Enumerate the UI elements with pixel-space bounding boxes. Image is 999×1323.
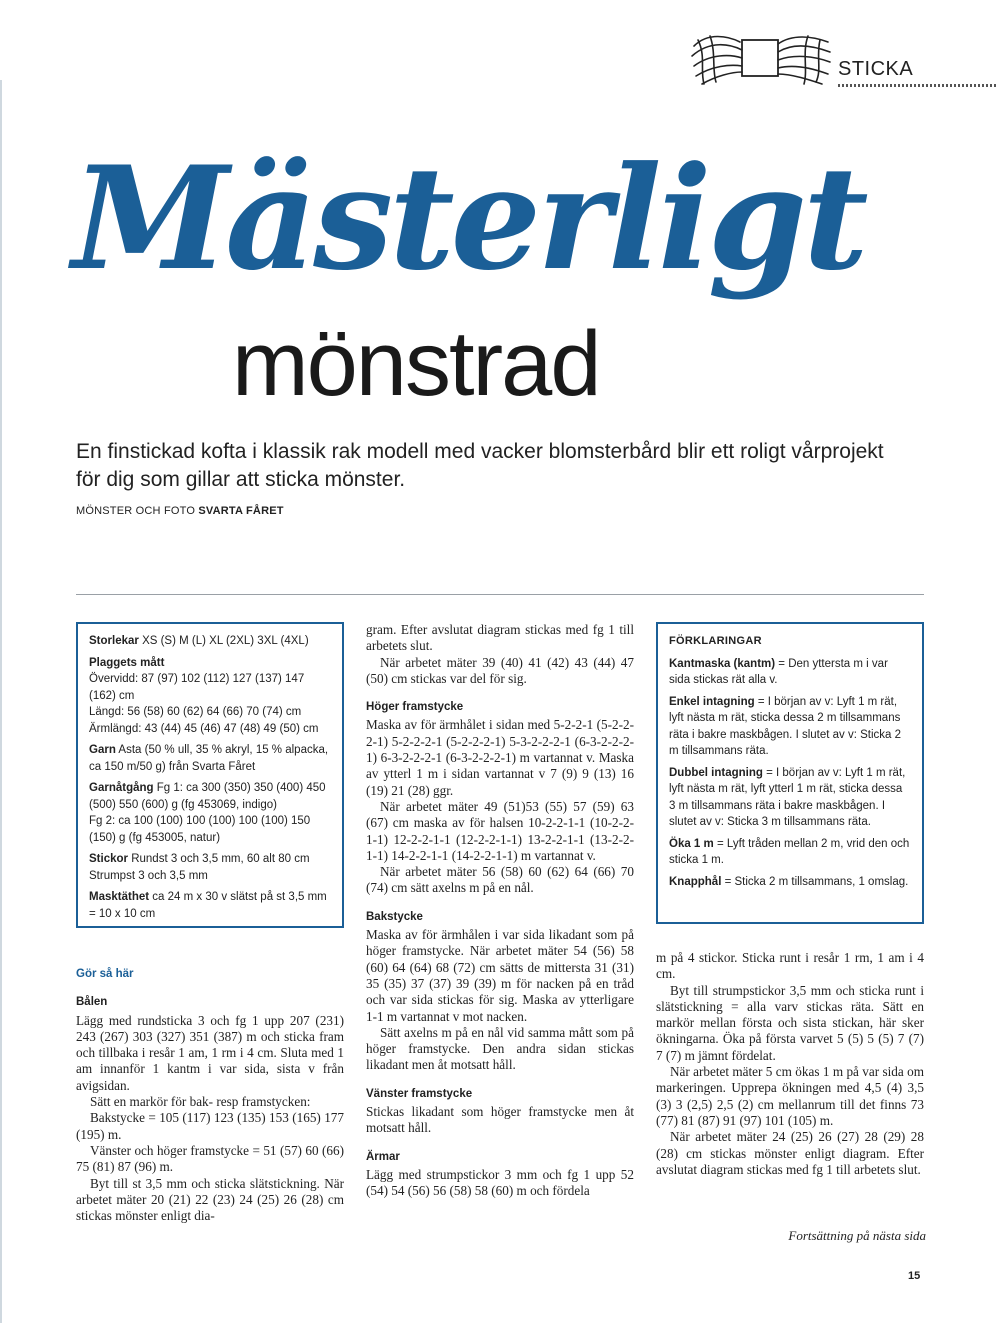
body-paragraph: Byt till strumpstickor 3,5 mm och sticka runt i slätstickning = alla varv stickas räta. Sätt en markör mellan första och sista stickan, här sker ökningarna. Öka på första varvet 5 (5) 5 (5) 7 (7) 7 (7) m jämnt fördelat. [656,982,924,1063]
gauge-label: Masktäthet [89,891,150,903]
explanations-box [656,622,924,924]
right-front-heading: Höger framstycke [366,701,464,714]
body-heading: Bålen [76,996,108,1009]
back-piece-heading: Bakstycke [366,910,423,923]
needles-block [89,851,331,884]
yarn-line [89,742,331,775]
info-box [76,622,344,928]
body-paragraph: Maska av för ärmhålen i var sida likadant som på höger framstycke. När arbetet mäter 54 (56) 58 (60) 64 (64) 68 (72) cm sätts de mittersta 31 (31) 35 (35) 37 (37) 39 (39) m för nacken på en tråd och var sida stickas för sig. Maska av ytterligare 1-1 m vartannat v mot nacken. [366,927,634,1024]
body-paragraph: Byt till st 3,5 mm och sticka slätstickning. När arbetet mäter 20 (21) 22 (23) 24 (25) 26 (28) cm stickas mönster enligt dia- [76,1175,344,1224]
explain-text: = I början av v: Lyft 1 m rät, lyft nästa m rät, lyft ytterl 1 m rät, sticka dessa 3 m tillsammans räta i bakre maskbågen. I slutet av v: Sticka 3 m tillsammans räta. [669,766,906,828]
explain-text: = I början av v: Lyft 1 m rät, lyft nästa m rät, sticka dessa 2 m tillsammans räta i bakre maskbågen. I slutet av v: Sticka 2 m tillsammans räta. [669,695,902,757]
explain-text: = Lyft tråden mellan 2 m, vrid den och sticka 1 m. [669,837,910,866]
sizes-line [89,633,331,650]
explain-text: = Sticka 2 m tillsammans, 1 omslag. [721,875,909,888]
explain-item [669,874,911,891]
page-number: 15 [908,1270,921,1282]
instructions-heading: Gör så här [76,968,134,980]
sleeves-heading: Ärmar [366,1150,400,1163]
credit-line [76,505,284,517]
yarn-amount-2: Fg 2: ca 100 (100) 100 (100) 100 (100) 150 (150) g (fg 453005, natur) [89,815,311,844]
horizontal-rule [76,594,924,595]
yarn-amount-1: Fg 1: ca 300 (350) 350 (400) 450 (500) 550 (600) g (fg 453069, indigo) [89,782,326,811]
sizes-value: XS (S) M (L) XL (2XL) 3XL (4XL) [142,635,309,647]
body-paragraph: Sätt en markör för bak- resp framstycken: [90,1094,311,1110]
explain-term: Kantmaska (kantm) [669,657,776,670]
section-label: STICKA [838,58,914,80]
needles-1: Rundst 3 och 3,5 mm, 60 alt 80 cm [131,853,310,865]
body-paragraph: När arbetet mäter 56 (58) 60 (62) 64 (66) 70 (74) cm sätt axelns m på en nål. [366,864,634,896]
explain-term: Knapphål [669,875,722,888]
yarn-amount-label: Garnåtgång [89,782,154,794]
body-paragraph: Lägg med strumpstickor 3 mm och fg 1 upp 52 (54) 54 (56) 56 (58) 58 (60) m och fördela [366,1166,634,1199]
section-underline [838,84,998,87]
gauge-value: ca 24 m x 30 v slätst på st 3,5 mm = 10 x 10 cm [89,891,327,920]
body-paragraph: m på 4 stickor. Sticka runt i resår 1 rm, 1 am i 4 cm. [656,950,924,982]
yarn-value: Asta (50 % ull, 35 % akryl, 15 % alpacka, ca 150 m/50 g) från Svarta Fåret [89,744,329,773]
credit-name: SVARTA FÅRET [198,505,284,517]
needles-2: Strumpst 3 och 3,5 mm [89,869,208,882]
gauge-line [89,889,331,922]
yarn-skein-icon [688,26,834,92]
yarn-amount-block [89,780,331,846]
explain-term: Dubbel intagning [669,766,763,779]
body-paragraph: Maska av för ärmhålet i sidan med 5-2-2-1 (5-2-2-2-1) 5-2-2-2-1 (5-2-2-2-1) 5-3-2-2-2-1 (6-3-2-2-2-1) 6-3-2-2-2-1 (6-3-2-2-2-1) m vartannat v. Maska av ytterl 1 m i sidan vartannat v 7 (9) 9 (13) 16 (19) 21 (28) ggr. [366,717,634,798]
body-paragraph: När arbetet mäter 39 (40) 41 (42) 43 (44) 47 (50) cm stickas var del för sig. [366,654,634,686]
body-paragraph: Sätt axelns m på en nål vid samma mått som på höger framstycke. Den andra sidan stickas likadant men åt motsatt håll. [366,1024,634,1073]
body-paragraph: Lägg med rundsticka 3 och fg 1 upp 207 (231) 243 (267) 303 (327) 351 (387) m och sticka fram och tillbaka i resår 1 am, 1 rm i 4 cm. Sluta med 1 am innanför 1 kantm i var sida, sista v från avigsidan. [76,1012,344,1093]
continuation-note: Fortsättning på nästa sida [788,1228,926,1243]
body-paragraph: När arbetet mäter 49 (51)53 (55) 57 (59) 63 (67) cm maska av för halsen 10-2-2-1-1 (10-2-2-1-1) 12-2-2-1-1 (12-2-2-1-1) 13-2-2-1-1 (13-2-2-1-1) 14-2-2-1-1 (14-2-2-1-1) m vartannat v. [366,798,634,863]
explain-item [669,656,911,689]
column-2 [366,622,634,1200]
measure-sleeve: Ärmlängd: 43 (44) 45 (46) 47 (48) 49 (50) cm [89,722,319,735]
body-paragraph: Stickas likadant som höger framstycke men åt motsatt håll. [366,1104,634,1136]
body-paragraph: När arbetet mäter 5 cm ökas 1 m på var sida om markeringen. Upprepa ökningen med 4,5 (4) 3,5 (3) 3 (2,5) 2,5 (2) cm mellanrum till det finns 73 (77) 81 (87) 91 (97) 101 (105) m. [656,1064,924,1128]
measure-bust: Övervidd: 87 (97) 102 (112) 127 (137) 147 (162) cm [89,673,305,702]
explain-item [669,694,911,760]
yarn-label: Garn [89,744,116,756]
measures-block [89,655,331,738]
measure-length: Längd: 56 (58) 60 (62) 64 (66) 70 (74) cm [89,706,302,718]
explain-item [669,765,911,831]
explain-term: Enkel intagning [669,695,755,708]
body-paragraph: Vänster och höger framstycke = 51 (57) 60 (66) 75 (81) 87 (96) m. [76,1142,344,1175]
measures-label: Plaggets mått [89,656,165,669]
explain-text: = Den yttersta m i var sida stickas rät alla v. [669,657,888,686]
column-3 [656,950,924,1178]
left-edge-line [0,80,2,1323]
column-1 [76,966,344,1224]
body-paragraph: Bakstycke = 105 (117) 123 (135) 153 (165) 177 (195) m. [76,1110,344,1142]
sizes-label: Storlekar [89,635,139,647]
body-paragraph: gram. Efter avslutat diagram stickas med fg 1 till arbetets slut. [366,622,634,654]
title-subtitle: mönstrad [232,313,600,415]
credit-prefix: MÖNSTER OCH FOTO [76,505,196,517]
explain-item [669,836,911,869]
explanations-title: FÖRKLARINGAR [669,635,762,647]
lead-paragraph: En finstickad kofta i klassik rak modell med vacker blomsterbård blir ett roligt vårprojekt för dig som gillar att sticka mönster. [76,440,884,491]
explain-term: Öka 1 m [669,837,714,850]
body-paragraph: När arbetet mäter 24 (25) 26 (27) 28 (29) 28 (28) cm stickas mönster enligt diagram. Efter avslutat diagram stickas med fg 1 till arbetets slut. [656,1129,924,1177]
title-script: Mästerligt [72,136,865,302]
needles-label: Stickor [89,853,128,865]
left-front-heading: Vänster framstycke [366,1087,473,1100]
